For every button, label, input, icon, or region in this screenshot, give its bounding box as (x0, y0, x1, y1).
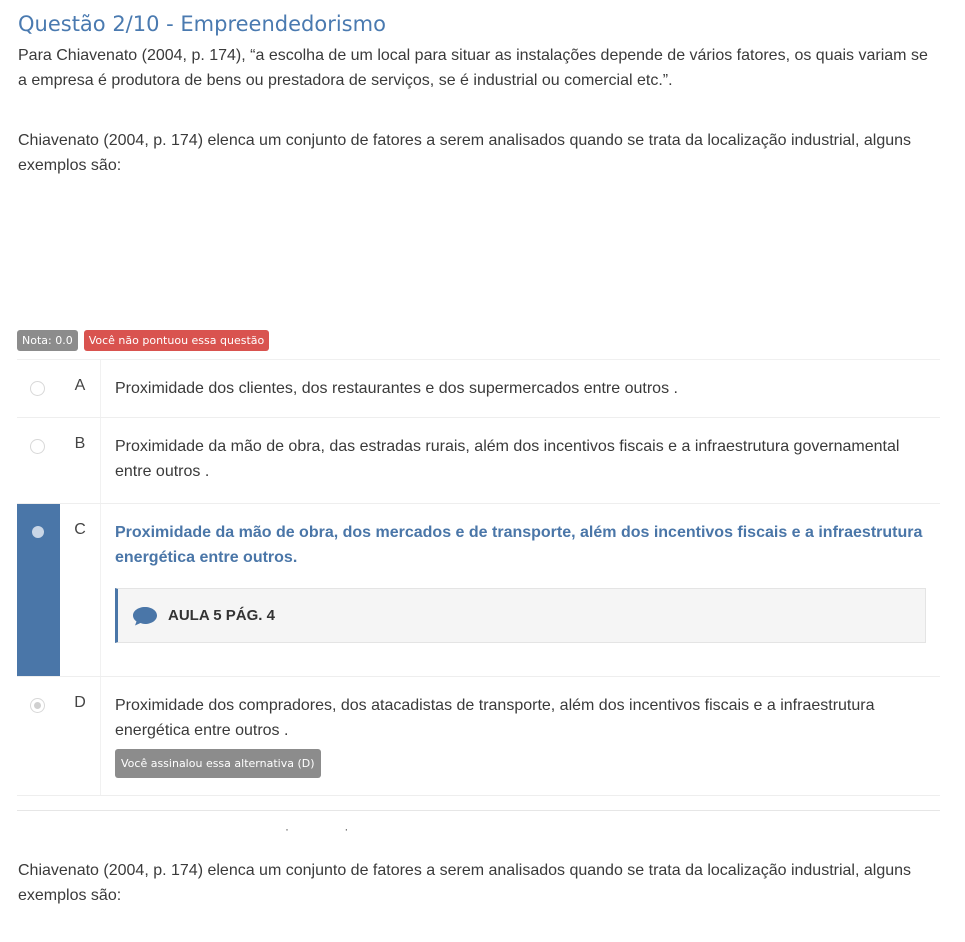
question-title: Questão 2/10 - Empreendedorismo (18, 12, 386, 36)
radio-button-checked[interactable] (30, 698, 45, 713)
option-content (100, 504, 940, 676)
badges-row (17, 330, 269, 351)
option-letter: A (74, 377, 86, 394)
option-c-selector[interactable] (17, 504, 60, 676)
question-paragraph-3: Chiavenato (2004, p. 174) elenca um conjunto de fatores a serem analisados quando se trata da localização industrial, alguns exemplos são: (18, 862, 912, 904)
option-d[interactable] (17, 677, 940, 796)
option-d-selector[interactable] (17, 677, 60, 795)
radio-button[interactable] (30, 439, 45, 454)
option-a-selector[interactable] (17, 360, 60, 417)
option-b-selector[interactable] (17, 418, 60, 503)
option-text: Proximidade da mão de obra, dos mercados e de transporte, além dos incentivos fiscais e a infraestrutura energética entre outros. (115, 524, 923, 566)
feedback-box (115, 588, 926, 643)
radio-button[interactable] (32, 526, 44, 538)
question-paragraph-2: Chiavenato (2004, p. 174) elenca um conjunto de fatores a serem analisados quando se trata da localização industrial, alguns exemplos são: (18, 132, 912, 174)
answer-options (17, 359, 940, 796)
question-paragraph-1: Para Chiavenato (2004, p. 174), “a escolha de um local para situar as instalações depende de vários fatores, os quais variam se a empresa é produtora de bens ou prestadora de serviços, se é industrial ou comercial etc.”. (18, 47, 928, 89)
grade-badge: Nota: 0.0 (17, 330, 78, 351)
option-c[interactable] (17, 504, 940, 677)
option-text: Proximidade dos clientes, dos restaurantes e dos supermercados entre outros . (100, 360, 940, 417)
feedback-text: AULA 5 PÁG. 4 (168, 607, 275, 624)
option-text: Proximidade dos compradores, dos atacadistas de transporte, além dos incentivos fiscais e a infraestrutura energética entre outros . (115, 697, 875, 739)
marked-answer-badge: Você assinalou essa alternativa (D) (115, 749, 321, 778)
separator-dots: · · (285, 822, 375, 836)
option-content (100, 677, 940, 795)
result-badge: Você não pontuou essa questão (84, 330, 270, 351)
option-letter: D (74, 694, 86, 711)
divider (17, 810, 940, 811)
option-b[interactable] (17, 418, 940, 504)
radio-button[interactable] (30, 381, 45, 396)
option-text: Proximidade da mão de obra, das estradas rurais, além dos incentivos fiscais e a infraestrutura governamental entre outros . (100, 418, 940, 503)
option-letter: B (74, 435, 86, 452)
comment-icon (132, 606, 158, 626)
option-letter: C (60, 504, 100, 676)
option-a[interactable] (17, 360, 940, 418)
